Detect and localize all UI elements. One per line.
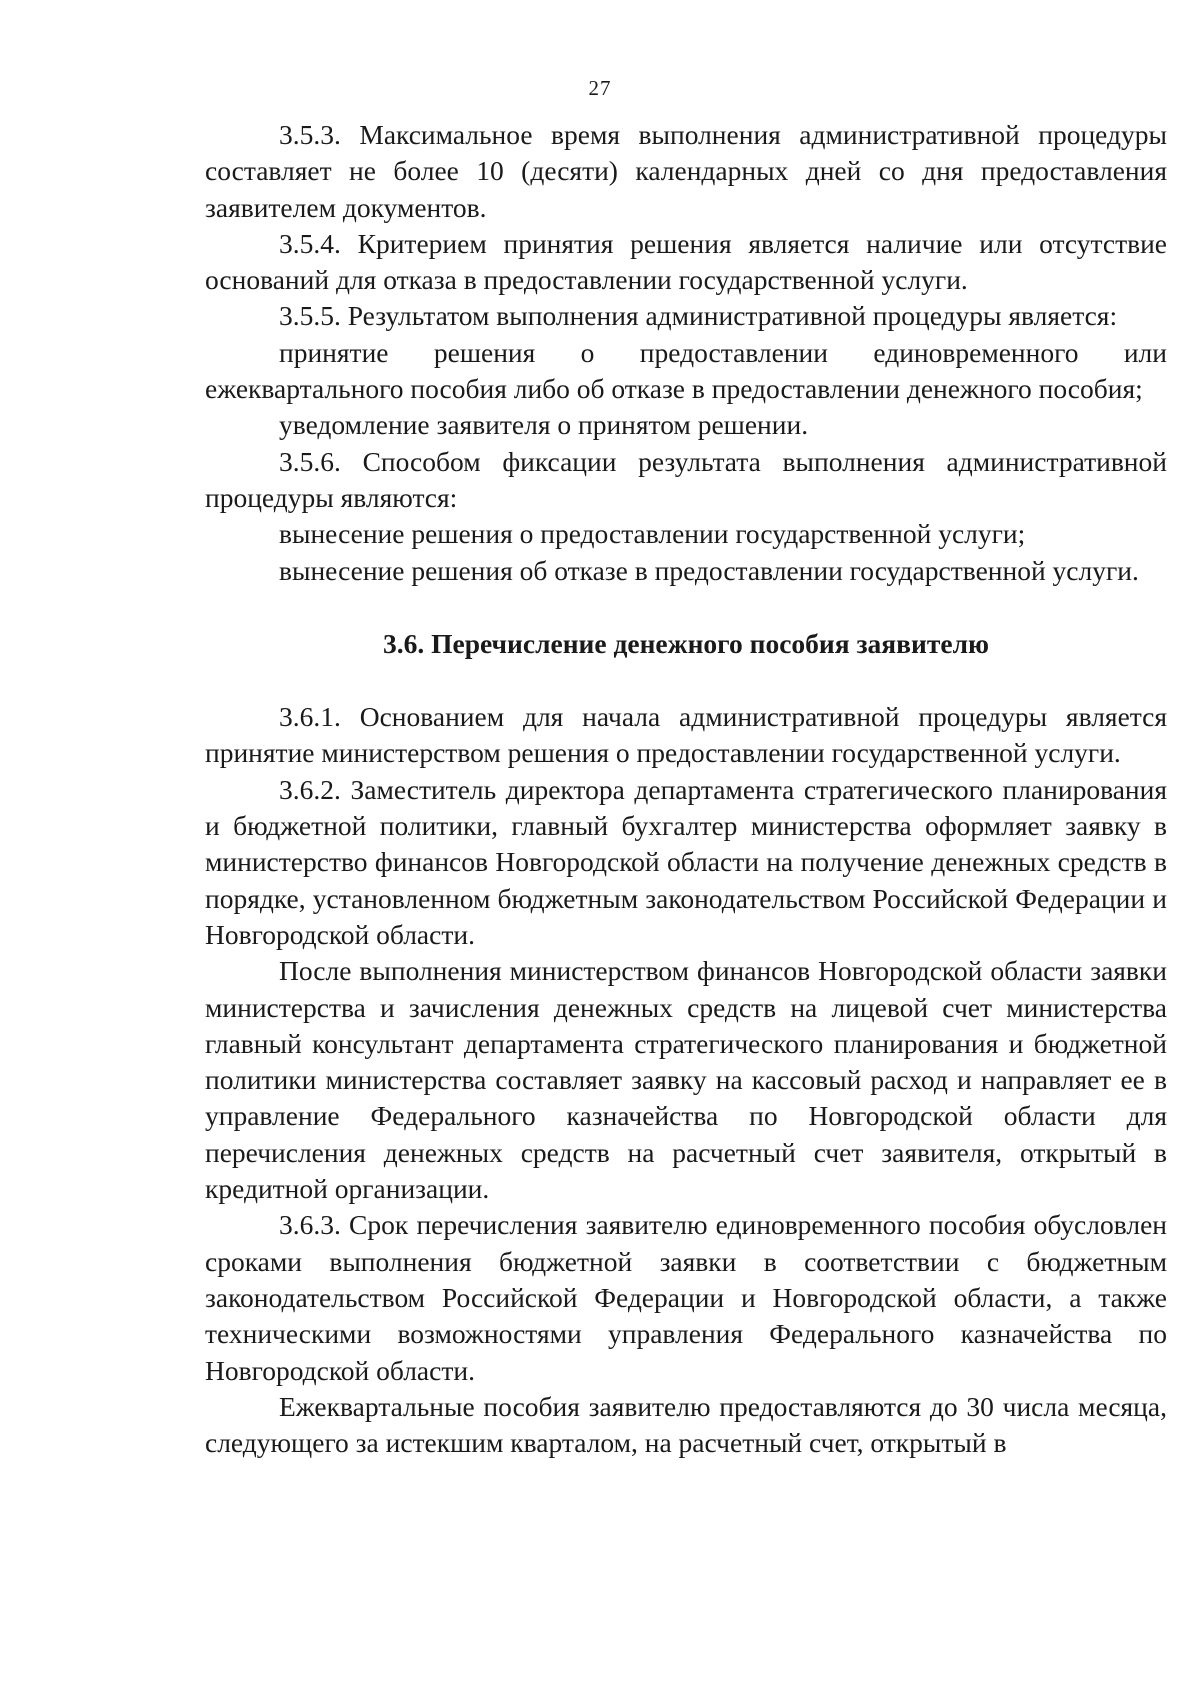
- paragraph-3-6-3: 3.6.3. Срок перечисления заявителю единовременного пособия обусловлен сроками выполнения бюджетной заявки в соответствии с бюджетным законодательством Российской Федерации и Новгородской области, а также техническими возможностями управления Федерального казначейства по Новгородской области.: [205, 1209, 1167, 1386]
- paragraph-quarterly-benefit: Ежеквартальные пособия заявителю предоставляются до 30 числа месяца, следующего за истекшим кварталом, на расчетный счет, открытый в: [205, 1390, 1167, 1459]
- document-body: [205, 117, 1167, 1461]
- paragraph-fixation-grant: вынесение решения о предоставлении государственной услуги;: [279, 518, 1026, 550]
- paragraph-3-5-5: 3.5.5. Результатом выполнения административной процедуры является:: [279, 300, 1118, 332]
- paragraph-3-6-2: 3.6.2. Заместитель директора департамента стратегического планирования и бюджетной политики, главный бухгалтер министерства оформляет заявку в министерство финансов Новгородской области на получение денежных средств в порядке, установленном бюджетным законодательством Российской Федерации и Новгородской области.: [205, 773, 1167, 950]
- page-number: 27: [588, 76, 612, 100]
- paragraph-3-5-3: 3.5.3. Максимальное время выполнения административной процедуры составляет не более 10 (десяти) календарных дней со дня предоставления заявителем документов.: [205, 119, 1167, 223]
- paragraph-fixation-refusal: вынесение решения об отказе в предоставлении государственной услуги.: [279, 554, 1139, 586]
- paragraph-treasury-transfer: После выполнения министерством финансов Новгородской области заявки министерства и зачисления денежных средств на лицевой счет министерства главный консультант департамента стратегического планирования и бюджетной политики министерства составляет заявку на кассовый расход и направляет ее в управление Федерального казначейства по Новгородской области для перечисления денежных средств на расчетный счет заявителя, открытый в кредитной организации.: [205, 955, 1167, 1205]
- paragraph-3-5-6: 3.5.6. Способом фиксации результата выполнения административной процедуры являются:: [205, 445, 1167, 513]
- paragraph-3-5-4: 3.5.4. Критерием принятия решения является наличие или отсутствие оснований для отказа в предоставлении государственной услуги.: [205, 227, 1167, 296]
- paragraph-result-notification: уведомление заявителя о принятом решении.: [279, 409, 809, 441]
- section-heading: 3.6. Перечисление денежного пособия заявителю: [382, 627, 990, 659]
- paragraph-result-decision: принятие решения о предоставлении единовременного или ежеквартального пособия либо об отказе в предоставлении денежного пособия;: [205, 336, 1167, 405]
- paragraph-3-6-1: 3.6.1. Основанием для начала административной процедуры является принятие министерством решения о предоставлении государственной услуги.: [205, 701, 1167, 769]
